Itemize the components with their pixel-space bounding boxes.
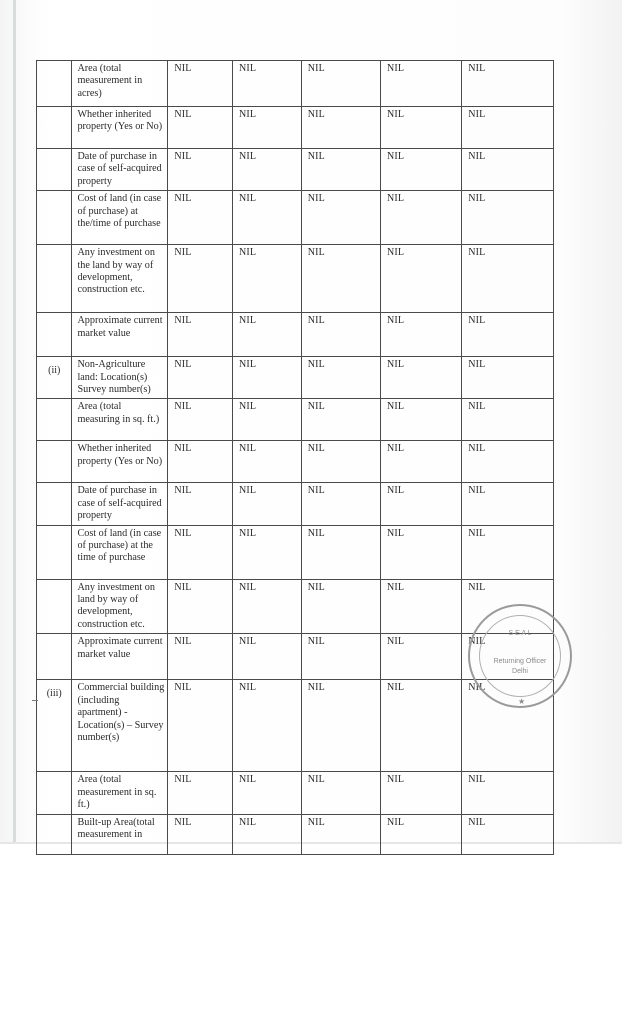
cell-value: NIL	[232, 772, 301, 814]
cell-value: NIL	[301, 149, 380, 191]
cell-value: NIL	[462, 399, 554, 441]
row-number	[37, 441, 72, 483]
cell-value: NIL	[380, 313, 461, 357]
cell-value: NIL	[380, 61, 461, 107]
cell-value: NIL	[232, 191, 301, 245]
cell-value: NIL	[232, 483, 301, 525]
cell-value: NIL	[380, 399, 461, 441]
row-label: Commercial building (including apartment) -Location(s) – Survey number(s)	[72, 680, 168, 772]
cell-value: NIL	[168, 107, 233, 149]
row-number	[37, 525, 72, 579]
row-label: Date of purchase in case of self-acquired property	[72, 149, 168, 191]
cell-value: NIL	[301, 107, 380, 149]
assets-table	[36, 60, 554, 855]
table-row	[37, 483, 554, 525]
row-number: (ii)	[37, 357, 72, 399]
cell-value: NIL	[301, 245, 380, 313]
cell-value: NIL	[168, 245, 233, 313]
cell-value: NIL	[232, 525, 301, 579]
cell-value: NIL	[301, 357, 380, 399]
row-label: Area (total measurement in sq. ft.)	[72, 772, 168, 814]
cell-value: NIL	[168, 579, 233, 634]
cell-value: NIL	[301, 634, 380, 680]
cell-value: NIL	[232, 814, 301, 854]
cell-value: NIL	[301, 814, 380, 854]
cell-value: NIL	[301, 579, 380, 634]
stamp-line: Delhi	[512, 668, 528, 675]
row-label: Approximate current market value	[72, 313, 168, 357]
table-row	[37, 525, 554, 579]
cell-value: NIL	[232, 61, 301, 107]
cell-value: NIL	[462, 772, 554, 814]
table-row	[37, 399, 554, 441]
cell-value: NIL	[232, 579, 301, 634]
scan-mark	[32, 700, 38, 701]
cell-value: NIL	[462, 579, 554, 634]
cell-value: NIL	[301, 441, 380, 483]
stamp-text	[470, 606, 570, 706]
cell-value: NIL	[301, 399, 380, 441]
cell-value: NIL	[301, 772, 380, 814]
stamp-line: S E A L	[508, 630, 532, 637]
cell-value: NIL	[380, 107, 461, 149]
cell-value: NIL	[168, 191, 233, 245]
cell-value: NIL	[380, 245, 461, 313]
row-number	[37, 191, 72, 245]
table-row	[37, 313, 554, 357]
cell-value: NIL	[301, 191, 380, 245]
cell-value: NIL	[168, 441, 233, 483]
row-number	[37, 149, 72, 191]
row-number	[37, 399, 72, 441]
cell-value: NIL	[168, 772, 233, 814]
row-label: Area (total measurement in acres)	[72, 61, 168, 107]
cell-value: NIL	[232, 149, 301, 191]
row-number	[37, 245, 72, 313]
table-row	[37, 357, 554, 399]
table-row	[37, 245, 554, 313]
cell-value: NIL	[462, 149, 554, 191]
cell-value: NIL	[380, 634, 461, 680]
cell-value: NIL	[380, 814, 461, 854]
cell-value: NIL	[462, 61, 554, 107]
cell-value: NIL	[462, 245, 554, 313]
cell-value: NIL	[168, 399, 233, 441]
row-label: Approximate current market value	[72, 634, 168, 680]
cell-value: NIL	[462, 313, 554, 357]
cell-value: NIL	[168, 357, 233, 399]
row-label: Built-up Area(total measurement in	[72, 814, 168, 854]
cell-value: NIL	[168, 525, 233, 579]
star-icon: ★	[518, 697, 526, 706]
row-number	[37, 483, 72, 525]
cell-value: NIL	[232, 357, 301, 399]
cell-value: NIL	[380, 680, 461, 772]
cell-value: NIL	[168, 149, 233, 191]
table-row	[37, 61, 554, 107]
cell-value: NIL	[380, 525, 461, 579]
cell-value: NIL	[168, 313, 233, 357]
cell-value: NIL	[232, 680, 301, 772]
row-number	[37, 313, 72, 357]
cell-value: NIL	[301, 680, 380, 772]
cell-value: NIL	[462, 107, 554, 149]
row-label: Cost of land (in case of purchase) at the/time of purchase	[72, 191, 168, 245]
cell-value: NIL	[462, 634, 554, 680]
table-row	[37, 191, 554, 245]
cell-value: NIL	[168, 814, 233, 854]
table-row	[37, 814, 554, 854]
cell-value: NIL	[232, 399, 301, 441]
row-number	[37, 772, 72, 814]
row-label: Whether inherited property (Yes or No)	[72, 441, 168, 483]
cell-value: NIL	[232, 441, 301, 483]
cell-value: NIL	[232, 634, 301, 680]
cell-value: NIL	[380, 357, 461, 399]
cell-value: NIL	[232, 107, 301, 149]
row-number	[37, 814, 72, 854]
cell-value: NIL	[301, 483, 380, 525]
stamp-line: Returning Officer	[493, 658, 547, 665]
row-number	[37, 107, 72, 149]
cell-value: NIL	[168, 483, 233, 525]
cell-value: NIL	[380, 149, 461, 191]
cell-value: NIL	[462, 441, 554, 483]
cell-value: NIL	[168, 634, 233, 680]
cell-value: NIL	[301, 61, 380, 107]
cell-value: NIL	[380, 772, 461, 814]
cell-value: NIL	[462, 814, 554, 854]
official-seal-stamp	[468, 604, 572, 708]
row-number	[37, 634, 72, 680]
cell-value: NIL	[462, 680, 554, 772]
cell-value: NIL	[462, 525, 554, 579]
table-row	[37, 107, 554, 149]
scan-edge	[13, 0, 16, 842]
cell-value: NIL	[462, 483, 554, 525]
row-label: Cost of land (in case of purchase) at the time of purchase	[72, 525, 168, 579]
row-label: Any investment on land by way of development, construction etc.	[72, 579, 168, 634]
cell-value: NIL	[462, 191, 554, 245]
cell-value: NIL	[232, 313, 301, 357]
table-row	[37, 149, 554, 191]
table-row	[37, 441, 554, 483]
cell-value: NIL	[168, 61, 233, 107]
cell-value: NIL	[380, 441, 461, 483]
cell-value: NIL	[168, 680, 233, 772]
cell-value: NIL	[380, 483, 461, 525]
row-label: Whether inherited property (Yes or No)	[72, 107, 168, 149]
row-label: Area (total measuring in sq. ft.)	[72, 399, 168, 441]
row-label: Date of purchase in case of self-acquired property	[72, 483, 168, 525]
row-number	[37, 579, 72, 634]
cell-value: NIL	[380, 191, 461, 245]
row-label: Any investment on the land by way of development, construction etc.	[72, 245, 168, 313]
row-number: (iii)	[37, 680, 72, 772]
cell-value: NIL	[301, 525, 380, 579]
row-label: Non-Agriculture land: Location(s) Survey number(s)	[72, 357, 168, 399]
cell-value: NIL	[301, 313, 380, 357]
row-number	[37, 61, 72, 107]
cell-value: NIL	[232, 245, 301, 313]
cell-value: NIL	[462, 357, 554, 399]
table-row	[37, 772, 554, 814]
cell-value: NIL	[380, 579, 461, 634]
